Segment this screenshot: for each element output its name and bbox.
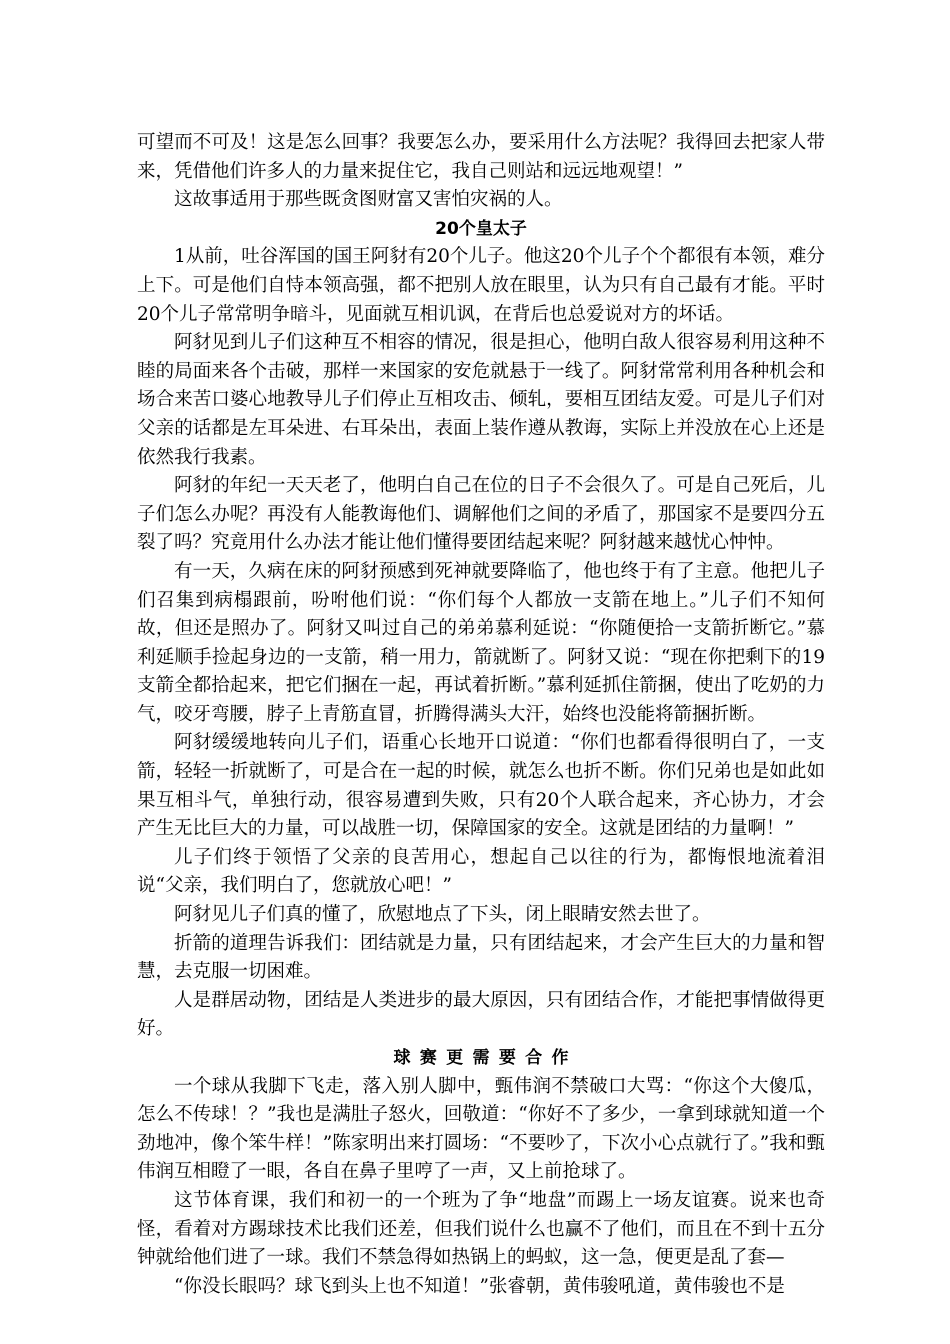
paragraph: 阿豺的年纪一天天老了，他明白自己在位的日子不会很久了。可是自己死后，儿子们怎么办呢？再没有人能教诲他们、调解他们之间的矛盾了，那国家不是要四分五裂了吗？究竟用什么办法才能让他们懂得要团结起来呢？阿豺越来越忧心忡忡。 <box>137 475 825 554</box>
paragraph: 人是群居动物，团结是人类进步的最大原因，只有团结合作，才能把事情做得更好。 <box>137 989 825 1040</box>
paragraph: 儿子们终于领悟了父亲的良苦用心，想起自己以往的行为，都悔恨地流着泪说“父亲，我们明白了，您就放心吧！” <box>137 846 825 897</box>
paragraph: 这故事适用于那些既贪图财富又害怕灾祸的人。 <box>174 189 563 211</box>
paragraph: 阿豺见到儿子们这种互不相容的情况，很是担心，他明白敌人很容易利用这种不睦的局面来各个击破，那样一来国家的安危就悬于一线了。阿豺常常利用各种机会和场合来苦口婆心地教导儿子们停止互相攻击、倾轧，要相互团结友爱。可是儿子们对父亲的话都是左耳朵进、右耳朵出，表面上装作遵从教诲，实际上并没放在心上还是依然我行我素。 <box>137 332 825 468</box>
story-title: 球赛更需要合作 <box>393 1048 578 1068</box>
paragraph: 这节体育课，我们和初一的一个班为了争“地盘”而踢上一场友谊赛。说来也奇怪，看着对方踢球技术比我们还差，但我们说什么也赢不了他们，而且在不到十五分钟就给他们进了一球。我们不禁急得如热锅上的蚂蚁，这一急，便更是乱了套— <box>137 1189 825 1269</box>
paragraph: 可望而不可及！这是怎么回事？我要怎么办，要采用什么方法呢？我得回去把家人带来，凭借他们许多人的力量来捉住它，我自己则站和远远地观望！” <box>137 132 825 182</box>
paragraph: 1从前，吐谷浑国的国王阿豺有20个儿子。他这20个儿子个个都很有本领，难分上下。可是他们自恃本领高强，都不把别人放在眼里，认为只有自己最有才能。平时20个儿子常常明争暗斗，见面就互相讥讽，在背后也总爱说对方的坏话。 <box>137 246 825 325</box>
paragraph: 折箭的道理告诉我们：团结就是力量，只有团结起来，才会产生巨大的力量和智慧，去克服一切困难。 <box>137 932 825 983</box>
paragraph: 有一天，久病在床的阿豺预感到死神就要降临了，他也终于有了主意。他把儿子们召集到病榻跟前，吩咐他们说：“你们每个人都放一支箭在地上。”儿子们不知何故，但还是照办了。阿豺又叫过自己的弟弟慕利延说：“你随便拾一支箭折断它。”慕利延顺手捡起身边的一支箭，稍一用力，箭就断了。阿豺又说：“现在你把剩下的19支箭全都拾起来，把它们捆在一起，再试着折断。”慕利延抓住箭捆，使出了吃奶的力气，咬牙弯腰，脖子上青筋直冒，折腾得满头大汗，始终也没能将箭捆折断。 <box>137 560 825 725</box>
paragraph: 一个球从我脚下飞走，落入别人脚中，甄伟润不禁破口大骂：“你这个大傻瓜，怎么不传球！？”我也是满肚子怒火，回敬道：“你好不了多少，一拿到球就知道一个劲地冲，像个笨牛样！”陈家明出来打圆场：“不要吵了，下次小心点就行了。”我和甄伟润互相瞪了一眼，各自在鼻子里哼了一声，又上前抢球了。 <box>137 1075 825 1183</box>
paragraph: 阿豺见儿子们真的懂了，欣慰地点了下头，闭上眼睛安然去世了。 <box>174 904 711 926</box>
paragraph: “你没长眼吗？球飞到头上也不知道！”张睿朝，黄伟骏吼道，黄伟骏也不是 <box>174 1275 785 1297</box>
paragraph: 阿豺缓缓地转向儿子们，语重心长地开口说道：“你们也都看得很明白了，一支箭，轻轻一折就断了，可是合在一起的时候，就怎么也折不断。你们兄弟也是如此如果互相斗气，单独行动，很容易遭到失败，只有20个人联合起来，齐心协力，才会产生无比巨大的力量，可以战胜一切，保障国家的安全。这就是团结的力量啊！” <box>137 732 825 840</box>
document-page <box>137 129 825 1301</box>
story-title: 20个皇太子 <box>435 218 527 239</box>
